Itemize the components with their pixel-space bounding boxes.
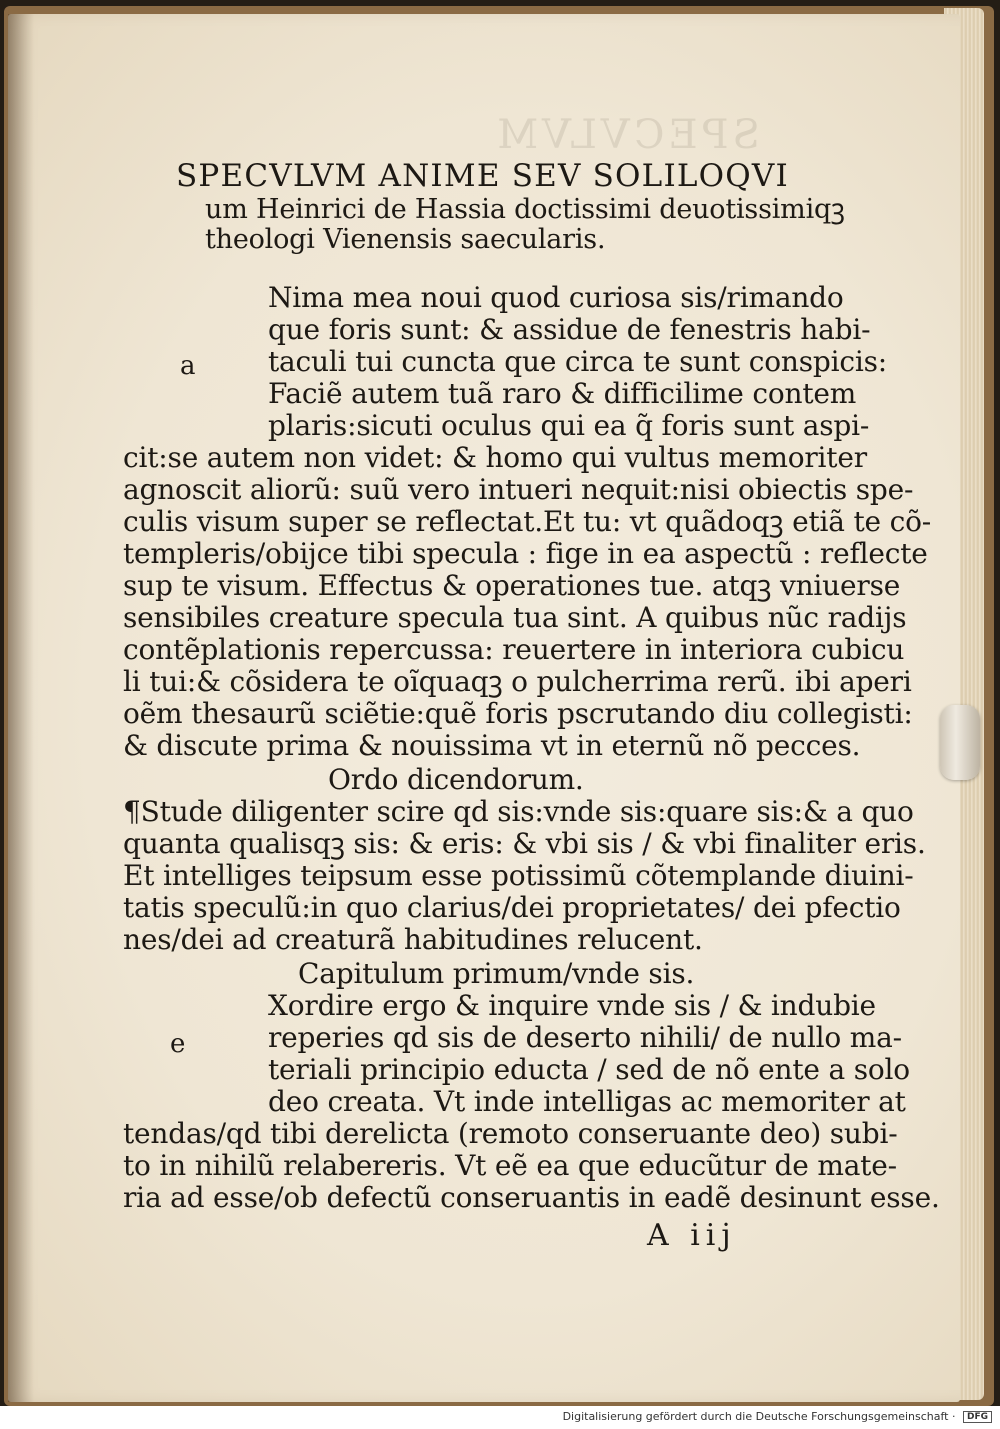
text-line: to in nihilũ relabereris. Vt eẽ ea que educũtur de mate- <box>123 1149 897 1182</box>
digitization-footer <box>0 1406 1000 1429</box>
text-line: Faciẽ autem tuã raro & difficilime contem <box>268 377 857 410</box>
text-line: culis visum super se reflectat.Et tu: vt quãdoqꝫ etiã te cõ- <box>123 505 932 538</box>
footer-credit <box>563 1410 992 1423</box>
page-title: SPECVLVM ANIME SEV SOLILOQVI <box>176 158 789 194</box>
text-line: quanta qualisqꝫ sis: & eris: & vbi sis / & vbi finaliter eris. <box>123 827 926 860</box>
text-line: sup te visum. Effectus & operationes tue. atqꝫ vniuerse <box>123 569 901 602</box>
text-line: deo creata. Vt inde intelligas ac memoriter at <box>268 1085 906 1118</box>
section-heading: Ordo dicendorum. <box>328 763 584 796</box>
marginal-letter: e <box>170 1029 186 1059</box>
signature-mark: A iij <box>647 1218 737 1253</box>
chapter-heading: Capitulum primum/vnde sis. <box>298 957 695 990</box>
text-line: teriali principio educta / sed de nõ ente a solo <box>268 1053 910 1086</box>
text-line: Nima mea noui quod curiosa sis/rimando <box>268 281 844 314</box>
footer-credit-text: Digitalisierung gefördert durch die Deutsche Forschungsgemeinschaft · <box>562 1410 956 1423</box>
marginal-letter: a <box>180 351 196 381</box>
text-line: que foris sunt: & assidue de fenestris habi- <box>268 313 871 346</box>
text-line: ria ad esse/ob defectũ conseruantis in eadẽ desinunt esse. <box>123 1181 940 1214</box>
text-line: taculi tui cuncta que circa te sunt conspicis: <box>268 345 887 378</box>
text-line: agnoscit aliorũ: suũ vero intueri nequit:nisi obiectis spe- <box>123 473 914 506</box>
text-line: sensibiles creature specula tua sint. A quibus nũc radijs <box>123 601 907 634</box>
text-line: ¶Stude diligenter scire qd sis:vnde sis:quare sis:& a quo <box>123 795 914 828</box>
text-line: tendas/qd tibi derelicta (remoto conseruante deo) subi- <box>123 1117 898 1150</box>
dfg-logo: DFG <box>963 1411 992 1423</box>
subtitle-line-2: theologi Vienensis saecularis. <box>205 224 606 255</box>
text-line: li tui:& cõsidera te oĩquaqꝫ o pulcherrima rerũ. ibi aperi <box>123 665 912 698</box>
text-line: Et intelliges teipsum esse potissimũ cõtemplande diuini- <box>123 859 914 892</box>
text-line: nes/dei ad creaturã habitudines relucent. <box>123 923 703 956</box>
subtitle-line-1: um Heinrici de Hassia doctissimi deuotissimiqꝫ <box>205 194 845 225</box>
text-line: reperies qd sis de deserto nihili/ de nullo ma- <box>268 1021 902 1054</box>
text-line: tatis speculũ:in quo clarius/dei proprietates/ dei pfectio <box>123 891 901 924</box>
text-line: contẽplationis repercussa: reuertere in interiora cubicu <box>123 633 905 666</box>
text-line: & discute prima & nouissima vt in eternũ nõ pecces. <box>123 729 861 762</box>
text-line: oẽm thesaurũ sciẽtie:quẽ foris pscrutando diu collegisti: <box>123 697 913 730</box>
showthrough-text: SPECVLVM <box>493 112 760 158</box>
text-line: plaris:sicuti oculus qui ea q̃ foris sunt aspi- <box>268 409 870 442</box>
text-line: templeris/obijce tibi specula : fige in ea aspectũ : reflecte <box>123 537 928 570</box>
text-line: Xordire ergo & inquire vnde sis / & indubie <box>268 989 876 1022</box>
text-line: cit:se autem non videt: & homo qui vultus memoriter <box>123 441 867 474</box>
